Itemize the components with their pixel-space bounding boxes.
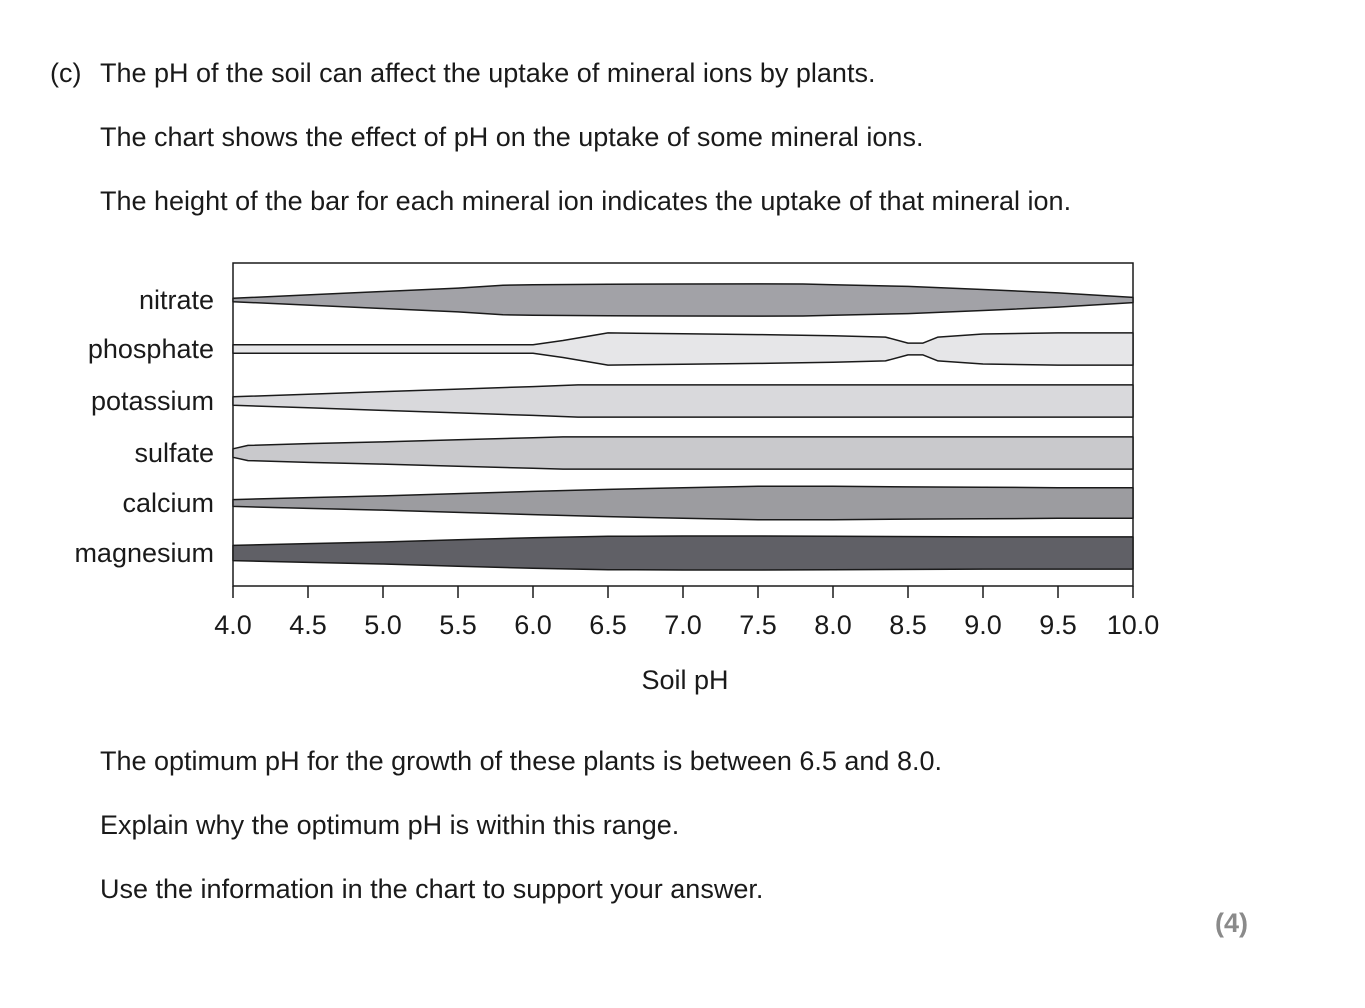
x-tick-label: 5.5 (439, 610, 477, 640)
row-label-nitrate: nitrate (138, 285, 214, 315)
x-tick-label: 4.5 (289, 610, 327, 640)
row-label-calcium: calcium (122, 488, 214, 518)
row-label-magnesium: magnesium (74, 538, 214, 568)
x-tick-label: 4.0 (214, 610, 252, 640)
row-label-sulfate: sulfate (134, 438, 214, 468)
x-tick-label: 7.5 (739, 610, 777, 640)
x-tick-label: 5.0 (364, 610, 402, 640)
intro-text-2: The chart shows the effect of pH on the uptake of some mineral ions. (100, 122, 924, 152)
task-text-2: Explain why the optimum pH is within this range. (100, 810, 680, 840)
x-tick-label: 7.0 (664, 610, 702, 640)
intro-text-1: The pH of the soil can affect the uptake of mineral ions by plants. (100, 58, 876, 88)
task-text-3: Use the information in the chart to support your answer. (100, 874, 764, 904)
uptake-bar-sulfate (233, 437, 1133, 469)
x-tick-label: 10.0 (1106, 610, 1160, 640)
uptake-bar-magnesium (233, 536, 1133, 570)
x-tick-label: 6.0 (514, 610, 552, 640)
uptake-bar-nitrate (233, 284, 1133, 316)
uptake-bar-potassium (233, 385, 1133, 417)
x-axis-title: Soil pH (641, 665, 729, 695)
intro-text-3: The height of the bar for each mineral ion indicates the uptake of that mineral ion. (100, 186, 1072, 216)
marks-label: (4) (1215, 908, 1248, 938)
x-tick-label: 9.5 (1039, 610, 1077, 640)
x-tick-label: 9.0 (964, 610, 1002, 640)
x-tick-label: 8.5 (889, 610, 927, 640)
uptake-bar-calcium (233, 486, 1133, 519)
x-tick-label: 8.0 (814, 610, 852, 640)
row-label-potassium: potassium (90, 386, 214, 416)
row-label-phosphate: phosphate (87, 334, 214, 364)
question-part-label: (c) (50, 58, 82, 88)
x-tick-label: 6.5 (589, 610, 627, 640)
task-text-1: The optimum pH for the growth of these plants is between 6.5 and 8.0. (100, 746, 942, 776)
uptake-bar-phosphate (233, 333, 1133, 365)
